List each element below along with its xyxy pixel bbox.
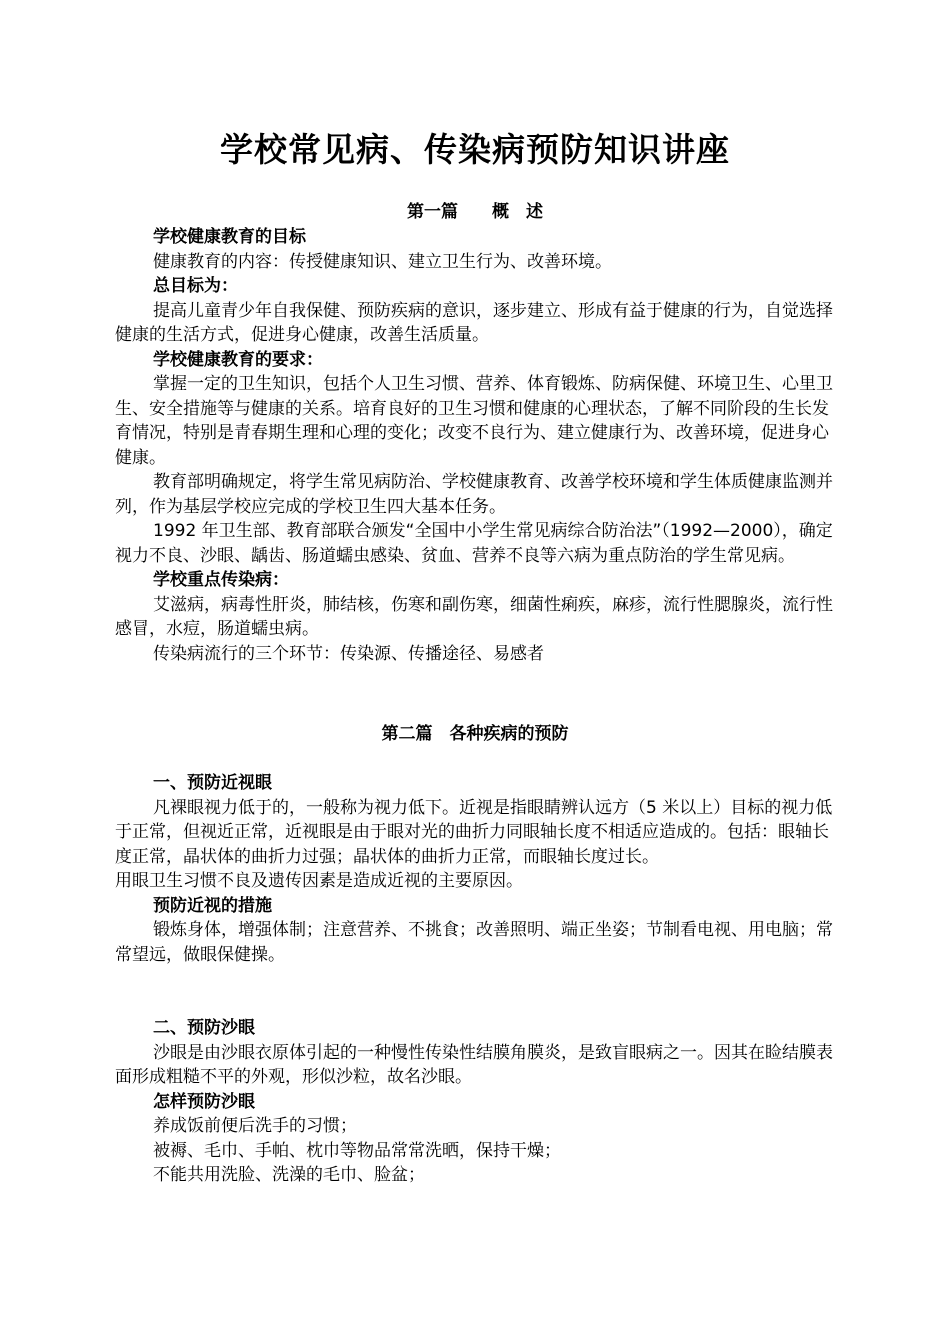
chapter1-title: 第一篇 概 述: [407, 202, 543, 222]
heading-requirements: 学校健康教育的要求：: [153, 349, 323, 370]
heading-health-education-goal: 学校健康教育的目标: [153, 227, 306, 247]
heading-trachoma-prevention: 怎样预防沙眼: [153, 1091, 255, 1112]
goal-content: 健康教育的内容：传授健康知识、建立卫生行为、改善环境。: [153, 251, 612, 272]
chapter2-body: [115, 771, 839, 1188]
infectious-diseases-text: 艾滋病，病毒性肝炎，肺结核，伤寒和副伤寒，细菌性痢疾，麻疹，流行性腮腺炎，流行性感冒，水痘，肠道蠕虫病。: [115, 594, 833, 639]
heading-trachoma: 二、预防沙眼: [153, 1018, 255, 1038]
heading-myopia-measures: 预防近视的措施: [153, 895, 272, 916]
trachoma-text: 沙眼是由沙眼衣原体引起的一种慢性传染性结膜角膜炎，是致盲眼病之一。因其在睑结膜表面形成粗糙不平的外观，形似沙粒，故名沙眼。: [115, 1042, 833, 1087]
myopia-cause-text: 用眼卫生习惯不良及遗传因素是造成近视的主要原因。: [115, 871, 523, 891]
trachoma-prevention-item: 不能共用洗脸、洗澡的毛巾、脸盆；: [153, 1165, 425, 1185]
heading-myopia: 一、预防近视眼: [153, 773, 272, 793]
heading-overall-goal: 总目标为：: [153, 276, 238, 296]
overall-goal-text: 提高儿童青少年自我保健、预防疾病的意识，逐步建立、形成有益于健康的行为，自觉选择健康的生活方式，促进身心健康，改善生活质量。: [115, 300, 833, 345]
requirements-text: 掌握一定的卫生知识，包括个人卫生习惯、营养、体育锻炼、防病保健、环境卫生、心里卫生、安全措施等与健康的关系。培育良好的卫生习惯和健康的心理状态，了解不同阶段的生长发育情况，特别是青春期生理和心理的变化；改变不良行为、建立健康行为、改善环境，促进身心健康。: [115, 374, 833, 468]
trachoma-prevention-item: 被褥、毛巾、手帕、枕巾等物品常常洗晒，保持干燥；: [153, 1140, 561, 1161]
law-text: 1992 年卫生部、教育部联合颁发“全国中小学生常见病综合防治法”（1992—2000），确定视力不良、沙眼、龋齿、肠道蠕虫感染、贫血、营养不良等六病为重点防治的学生常见病。: [115, 521, 833, 566]
document-title: 学校常见病、传染病预防知识讲座: [220, 130, 730, 169]
ministry-text: 教育部明确规定，将学生常见病防治、学校健康教育、改善学校环境和学生体质健康监测并列，作为基层学校应完成的学校卫生四大基本任务。: [115, 472, 833, 517]
section-gap: [115, 967, 839, 1016]
chapter1-body: [115, 225, 839, 666]
trachoma-prevention-item: 养成饭前便后洗手的习惯；: [153, 1116, 357, 1136]
heading-infectious-diseases: 学校重点传染病：: [153, 570, 289, 590]
chapter2-title: 第二篇 各种疾病的预防: [381, 724, 569, 744]
myopia-measures-text: 锻炼身体，增强体制；注意营养、不挑食；改善照明、端正坐姿；节制看电视、用电脑；常常望远，做眼保健操。: [115, 920, 833, 965]
myopia-text: 凡裸眼视力低于的，一般称为视力低下。近视是指眼睛辨认远方（5 米以上）目标的视力低于正常，但视近正常，近视眼是由于眼对光的曲折力同眼轴长度不相适应造成的。包括：眼轴长度正常，晶状体的曲折力过强；晶状体的曲折力正常，而眼轴长度过长。: [115, 797, 833, 867]
three-links-text: 传染病流行的三个环节：传染源、传播途径、易感者: [153, 643, 544, 664]
